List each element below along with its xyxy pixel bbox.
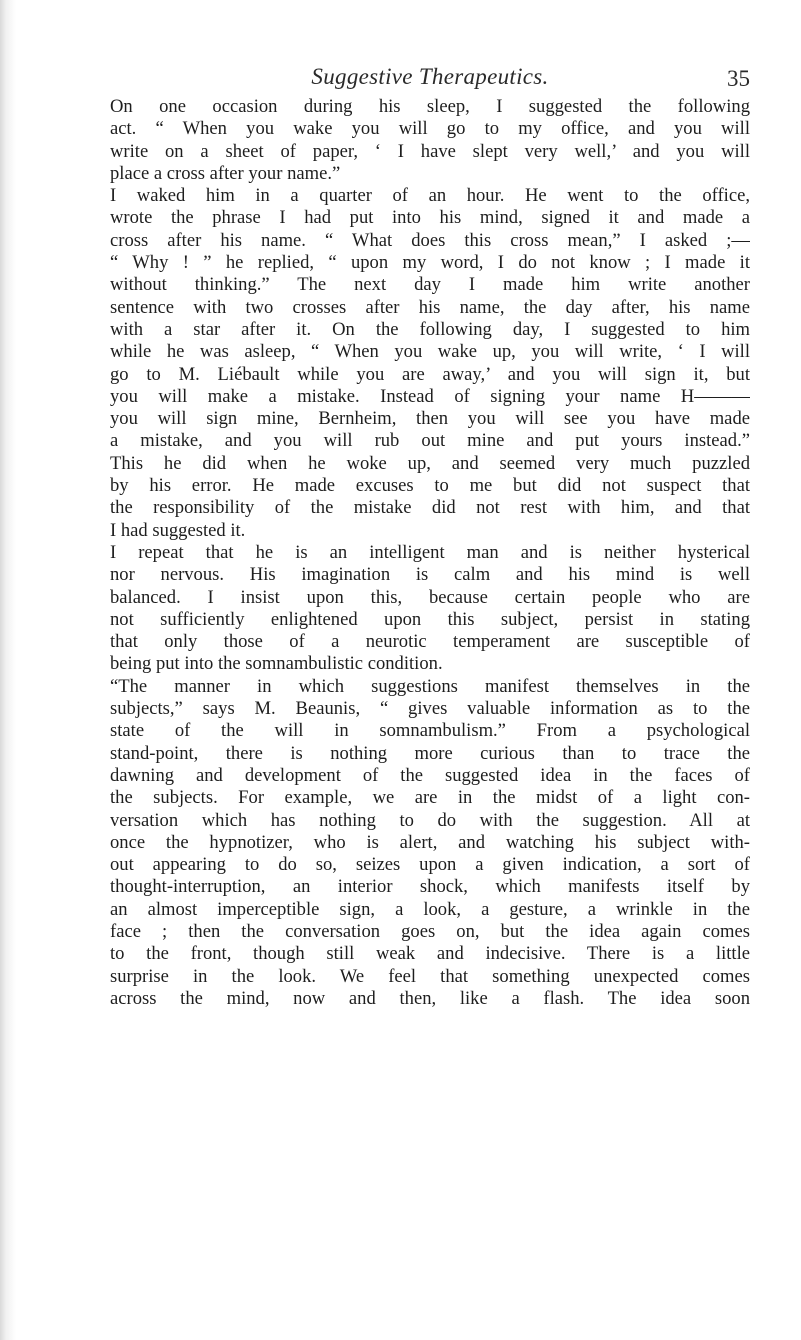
text-line: This he did when he woke up, and seemed very much puzzled: [110, 452, 750, 474]
text-line: face ; then the conversation goes on, but the idea again comes: [110, 920, 750, 942]
text-line: that only those of a neurotic temperament are susceptible of: [110, 631, 750, 653]
text-line: nor nervous. His imagination is calm and his mind is well: [110, 564, 750, 586]
text-line: while he was asleep, “ When you wake up, you will write, ‘ I will: [110, 341, 750, 363]
text-line: wrote the phrase I had put into his mind, signed it and made a: [110, 207, 750, 229]
text-line: sentence with two crosses after his name, the day after, his name: [110, 296, 750, 318]
text-line: a mistake, and you will rub out mine and put yours instead.”: [110, 430, 750, 452]
text-line: balanced. I insist upon this, because certain people who are: [110, 586, 750, 608]
text-line: On one occasion during his sleep, I suggested the following: [110, 96, 750, 117]
text-line: I waked him in a quarter of an hour. He went to the office,: [110, 185, 750, 207]
text-line: subjects,” says M. Beaunis, “ gives valuable information as to the: [110, 698, 750, 720]
text-line: you will make a mistake. Instead of signing your name H———: [110, 385, 750, 407]
running-head: [110, 64, 750, 94]
text-line: the subjects. For example, we are in the midst of a light con-: [110, 787, 750, 809]
text-line: cross after his name. “ What does this cross mean,” I asked ;—: [110, 229, 750, 251]
text-line: surprise in the look. We feel that something unexpected comes: [110, 965, 750, 987]
text-line: being put into the somnambulistic condition.: [110, 653, 443, 675]
text-line: you will sign mine, Bernheim, then you will see you have made: [110, 408, 750, 430]
text-line: not sufficiently enlightened upon this subject, persist in stating: [110, 608, 750, 630]
text-line: without thinking.” The next day I made him write another: [110, 274, 750, 296]
running-title: Suggestive Therapeutics.: [311, 64, 549, 89]
text-line: out appearing to do so, seizes upon a given indication, a sort of: [110, 854, 750, 876]
text-line: across the mind, now and then, like a flash. The idea soon: [110, 987, 750, 1009]
text-line: versation which has nothing to do with the suggestion. All at: [110, 809, 750, 831]
text-line: place a cross after your name.”: [110, 162, 341, 184]
text-line: I repeat that he is an intelligent man and is neither hysterical: [110, 541, 750, 563]
text-line: dawning and development of the suggested idea in the faces of: [110, 764, 750, 786]
body-text: [110, 96, 750, 1010]
text-line: “ Why ! ” he replied, “ upon my word, I do not know ; I made it: [110, 252, 750, 274]
text-line: act. “ When you wake you will go to my office, and you will: [110, 118, 750, 140]
page-number: 35: [727, 66, 750, 91]
text-line: once the hypnotizer, who is alert, and watching his subject with-: [110, 831, 750, 853]
text-line: thought-interruption, an interior shock, which manifests itself by: [110, 876, 750, 898]
text-line: by his error. He made excuses to me but did not suspect that: [110, 475, 750, 497]
text-line: write on a sheet of paper, ‘ I have slept very well,’ and you will: [110, 140, 750, 162]
text-line: stand-point, there is nothing more curious than to trace the: [110, 742, 750, 764]
text-line: the responsibility of the mistake did not rest with him, and that: [110, 497, 750, 519]
text-line: state of the will in somnambulism.” From a psychological: [110, 720, 750, 742]
text-line: “The manner in which suggestions manifest themselves in the: [110, 675, 750, 697]
text-line: go to M. Liébault while you are away,’ and you will sign it, but: [110, 363, 750, 385]
text-line: I had suggested it.: [110, 519, 246, 541]
text-line: with a star after it. On the following day, I suggested to him: [110, 318, 750, 340]
text-line: to the front, though still weak and indecisive. There is a little: [110, 943, 750, 965]
text-line: an almost imperceptible sign, a look, a gesture, a wrinkle in the: [110, 898, 750, 920]
